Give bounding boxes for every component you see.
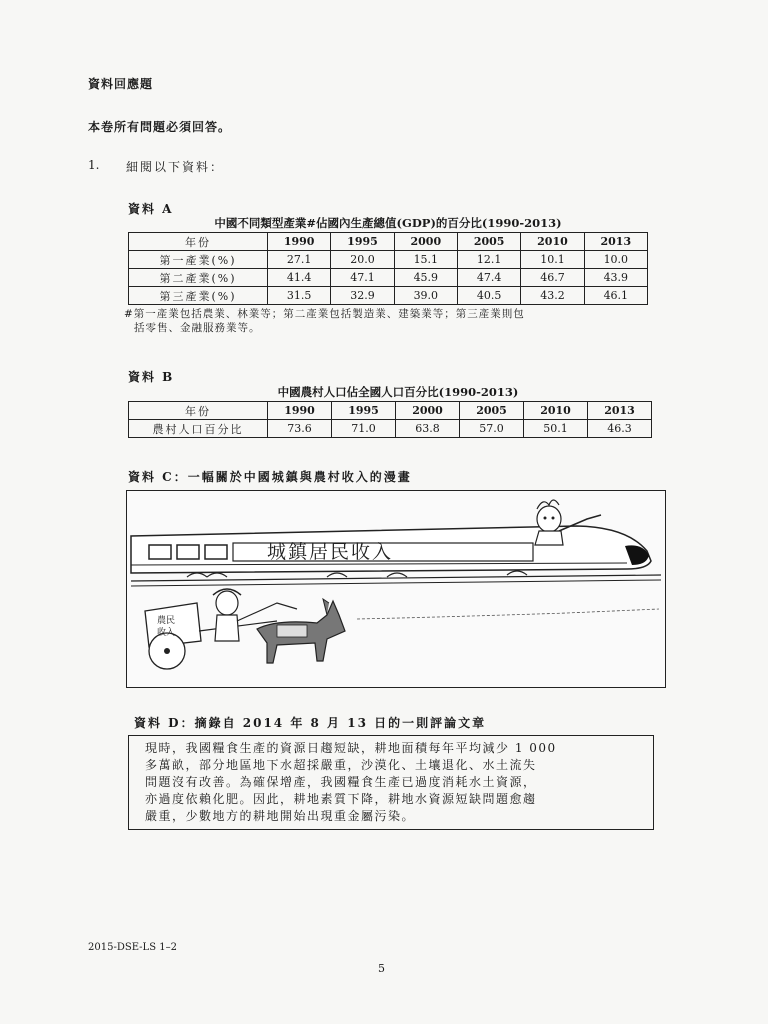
header-cell: 年份 bbox=[129, 402, 268, 420]
table-cell: 32.9 bbox=[331, 287, 394, 305]
header-cell: 2013 bbox=[588, 402, 652, 420]
table-cell: 45.9 bbox=[394, 269, 457, 287]
article-line: 亦過度依賴化肥。因此，耕地素質下降，耕地水資源短缺問題愈趨 bbox=[145, 792, 537, 806]
header-cell: 2010 bbox=[521, 233, 584, 251]
source-d-label: 資料 D：摘錄自 2014 年 8 月 13 日的一則評論文章 bbox=[134, 716, 487, 730]
cartoon-illustration bbox=[127, 491, 665, 687]
donkey-icon bbox=[257, 599, 345, 663]
footer-code: 2015-DSE-LS 1–2 bbox=[88, 942, 177, 953]
question-number: 1. bbox=[88, 158, 100, 172]
table-cell: 47.1 bbox=[331, 269, 394, 287]
source-a-title: 中國不同類型產業#佔國內生產總值(GDP)的百分比(1990-2013) bbox=[214, 216, 562, 230]
table-cell: 57.0 bbox=[460, 420, 524, 438]
footnote-line: #第一產業包括農業、林業等；第二產業包括製造業、建築業等；第三產業則包 bbox=[124, 308, 525, 320]
header-cell: 1990 bbox=[268, 233, 331, 251]
cart-label-line1: 農民 bbox=[157, 616, 176, 626]
header-cell: 2010 bbox=[524, 402, 588, 420]
header-cell: 1990 bbox=[268, 402, 332, 420]
table-cell: 41.4 bbox=[268, 269, 331, 287]
table-row bbox=[129, 251, 648, 269]
row-label: 第二產業(%) bbox=[129, 269, 268, 287]
table-cell: 39.0 bbox=[394, 287, 457, 305]
question-text: 細閱以下資料： bbox=[126, 160, 225, 174]
table-cell: 31.5 bbox=[268, 287, 331, 305]
article-excerpt bbox=[128, 735, 654, 830]
train-icon bbox=[131, 526, 661, 586]
source-b-title: 中國農村人口佔全國人口百分比(1990-2013) bbox=[277, 385, 519, 399]
header-cell: 年份 bbox=[129, 233, 268, 251]
footnote-line: 括零售、金融服務業等。 bbox=[134, 322, 261, 334]
header-cell: 2000 bbox=[396, 402, 460, 420]
header-cell: 2005 bbox=[457, 233, 520, 251]
instruction: 本卷所有問題必須回答。 bbox=[88, 120, 232, 134]
table-cell: 40.5 bbox=[457, 287, 520, 305]
table-header-row bbox=[129, 233, 648, 251]
article-line: 嚴重，少數地方的耕地開始出現重金屬污染。 bbox=[145, 809, 416, 823]
header-cell: 1995 bbox=[332, 402, 396, 420]
article-line: 現時，我國糧食生產的資源日趨短缺，耕地面積每年平均減少 1 000 bbox=[145, 741, 557, 755]
row-label: 農村人口百分比 bbox=[129, 420, 268, 438]
source-a-table bbox=[128, 232, 648, 305]
train-label: 城鎮居民收入 bbox=[267, 541, 394, 563]
header-cell: 2005 bbox=[460, 402, 524, 420]
table-cell: 46.1 bbox=[584, 287, 647, 305]
table-cell: 27.1 bbox=[268, 251, 331, 269]
table-row bbox=[129, 287, 648, 305]
header-cell: 2013 bbox=[584, 233, 647, 251]
source-b-label: 資料 B bbox=[128, 370, 175, 384]
table-cell: 47.4 bbox=[457, 269, 520, 287]
source-c-label: 資料 C：一幅關於中國城鎮與農村收入的漫畫 bbox=[128, 470, 412, 484]
section-title: 資料回應題 bbox=[88, 77, 154, 91]
table-cell: 46.3 bbox=[588, 420, 652, 438]
cartoon bbox=[126, 490, 666, 688]
article-line: 多萬畝，部分地區地下水超採嚴重，沙漠化、土壤退化、水土流失 bbox=[145, 758, 537, 772]
page-number: 5 bbox=[378, 962, 385, 975]
header-cell: 1995 bbox=[331, 233, 394, 251]
table-cell: 10.1 bbox=[521, 251, 584, 269]
table-cell: 12.1 bbox=[457, 251, 520, 269]
table-row bbox=[129, 420, 652, 438]
cart-label-line2: 收入 bbox=[157, 628, 176, 638]
table-cell: 73.6 bbox=[268, 420, 332, 438]
article-line: 問題沒有改善。為確保增產，我國糧食生產已過度消耗水土資源， bbox=[145, 775, 537, 789]
row-label: 第三產業(%) bbox=[129, 287, 268, 305]
table-cell: 43.2 bbox=[521, 287, 584, 305]
table-header-row bbox=[129, 402, 652, 420]
table-cell: 71.0 bbox=[332, 420, 396, 438]
row-label: 第一產業(%) bbox=[129, 251, 268, 269]
table-cell: 20.0 bbox=[331, 251, 394, 269]
table-cell: 15.1 bbox=[394, 251, 457, 269]
table-cell: 10.0 bbox=[584, 251, 647, 269]
table-cell: 50.1 bbox=[524, 420, 588, 438]
table-cell: 63.8 bbox=[396, 420, 460, 438]
source-a-footnote bbox=[124, 307, 664, 335]
source-a-label: 資料 A bbox=[128, 202, 174, 216]
header-cell: 2000 bbox=[394, 233, 457, 251]
table-row bbox=[129, 269, 648, 287]
table-cell: 46.7 bbox=[521, 269, 584, 287]
table-cell: 43.9 bbox=[584, 269, 647, 287]
source-b-table bbox=[128, 401, 652, 438]
